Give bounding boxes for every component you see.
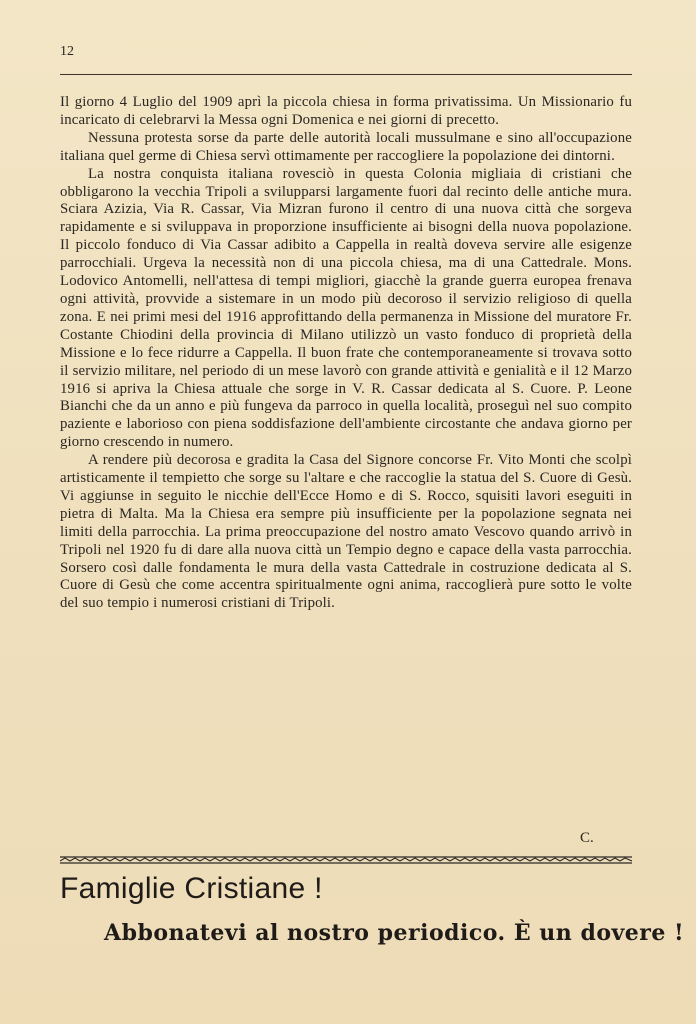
paragraph-3: La nostra conquista italiana rovesciò in questa Colonia migliaia di cristiani che obbligarono la vecchia Tripoli a svilupparsi largamente fuori dal recinto delle antiche mura. Sciara Azizia, Via R. Cassar, Via Mizran furono il centro di una nuova città che sorgeva rapidamente e si sviluppava in proporzione insufficiente ai bisogni della nuova popolazione. Il piccolo fonduco di Via Cassar adibito a Cappella in realtà doveva servire alle esigenze parrocchiali. Urgeva la necessità non di una piccola chiesa, ma di una Cattedrale. Mons. Lodovico Antomelli, nell'attesa di tempi migliori, giacchè la grande guerra europea frenava ogni attività, provvide a sistemare in un modo più decoroso il servizio religioso di quella zona. E nei primi mesi del 1916 approfittando della permanenza in Missione del muratore Fr. Costante Chiodini della provincia di Milano utilizzò un vasto fonduco di proprietà della Missione e lo fece ridurre a Cappella. Il buon frate che contemporaneamente si trovava sotto il servizio militare, nel periodo di un mese lavorò con grande attività e genialità e il 12 Marzo 1916 si apriva la Chiesa attuale che sorge in V. R. Cassar dedicata al S. Cuore. P. Leone Bianchi che da un anno e più fungeva da parroco in quella località, proseguì nel suo compito paziente e laborioso con piena soddisfazione dell'ambiente circostante che andava giorno per giorno crescendo in numero. [60, 165, 632, 451]
author-signature: C. [580, 830, 594, 846]
ornamental-divider [60, 856, 632, 864]
header-rule [60, 74, 632, 75]
paragraph-1: Il giorno 4 Luglio del 1909 aprì la piccola chiesa in forma privatissima. Un Missionario fu incaricato di celebrarvi la Messa ogni Domenica e nei giorni di precetto. [60, 94, 632, 128]
advert-title: Famiglie Cristiane ! [60, 872, 323, 905]
article-body [60, 94, 632, 613]
paragraph-2: Nessuna protesta sorse da parte delle autorità locali mussulmane e sino all'occupazione italiana quel germe di Chiesa servì ottimamente per raccogliere la popolazione dei dintorni. [60, 129, 632, 164]
page-number: 12 [60, 44, 74, 59]
advert-subtitle: Abbonatevi al nostro periodico. È un dovere ! [104, 920, 685, 946]
paragraph-4: A rendere più decorosa e gradita la Casa del Signore concorse Fr. Vito Monti che scolpì artisticamente il tempietto che sorge su l'altare e che raccoglie la statua del S. Cuore di Gesù. Vi aggiunse in seguito le nicchie dell'Ecce Homo e di S. Rocco, squisiti lavori eseguiti in pietra di Malta. Ma la Chiesa era sempre più insufficiente per la popolazione segnata nei limiti della parrocchia. La prima preoccupazione del nostro amato Vescovo quando arrivò in Tripoli nel 1920 fu di dare alla nuova città un Tempio degno e capace della vasta parrocchia. Sorsero così dalle fondamenta le mura della vasta Cattedrale in costruzione dedicata al S. Cuore di Gesù che come accentra spiritualmente ogni anima, raccoglierà pure sotto le volte del suo tempio i numerosi cristiani di Tripoli. [60, 452, 632, 612]
